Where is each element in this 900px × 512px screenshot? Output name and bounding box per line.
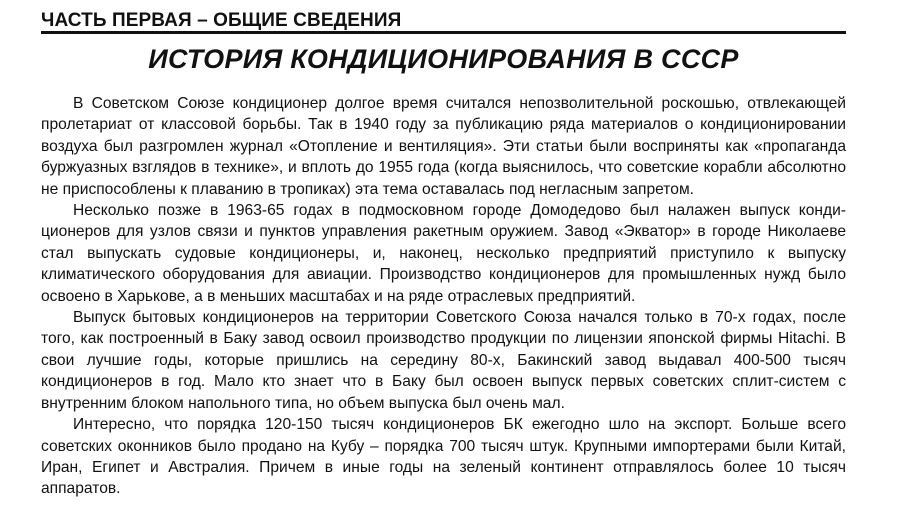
paragraph-4: Интересно, что порядка 120-150 тысяч кондиционеров БК ежегодно шло на экспорт. Больше всего советских оконников было продано на Кубу – порядка 700 тысяч штук. Крупными импортерами были Китай, Иран, Египет и Австралия. Причем в иные годы на зеленый континент отправлялось более 10 тысяч аппаратов.	[41, 416, 846, 498]
paragraph-1: В Советском Союзе кондиционер долгое время считался непозволительной роскошью, отвлекающей пролетариат от классовой борьбы. Так в 1940 году за публикацию ряда материалов о кондиционировании воздуха был разгромлен журнал «Отопление и вентиляция». Эти статьи были восприняты как «пропаганда буржуазных взглядов в технике», и вплоть до 1955 года (когда выяснилось, что советские корабли абсолютно не приспособлены к плаванию в тропиках) эта тема оставалась под негласным запретом.	[41, 95, 846, 198]
article-title: ИСТОРИЯ КОНДИЦИОНИРОВАНИЯ В СССР	[148, 44, 739, 74]
paragraph-2: Несколько позже в 1963-65 годах в подмосковном городе Домодедово был налажен выпуск кондиционеров для узлов связи и пунктов управления ракетным оружием. Завод «Экватор» в городе Николаеве стал выпускать судовые кондиционеры, и, наконец, несколько предприятий приступило к выпуску климатического оборудования для авиации. Производство кондиционеров для промышленных нужд было освоено в Харькове, а в меньших масштабах и на ряде отраслевых предприятий.	[41, 202, 846, 305]
paragraph-3: Выпуск бытовых кондиционеров на территории Советского Союза начался только в 70-х годах, после того, как построенный в Баку завод освоил производство продукции по лицензии японской фирмы Hitachi. В свои лучшие годы, которые пришлись на середину 80-х, Бакинский завод выдавал 400-500 тысяч кондиционеров в год. Мало кто знает что в Баку был освоен выпуск первых советских сплит-систем с внутренним блоком напольного типа, но объем выпуска был очень мал.	[41, 309, 846, 412]
section-header-text: ЧАСТЬ ПЕРВАЯ – ОБЩИЕ СВЕДЕНИЯ	[41, 10, 402, 31]
section-header	[41, 0, 846, 34]
document-page	[41, 0, 846, 512]
article-body	[41, 93, 846, 500]
